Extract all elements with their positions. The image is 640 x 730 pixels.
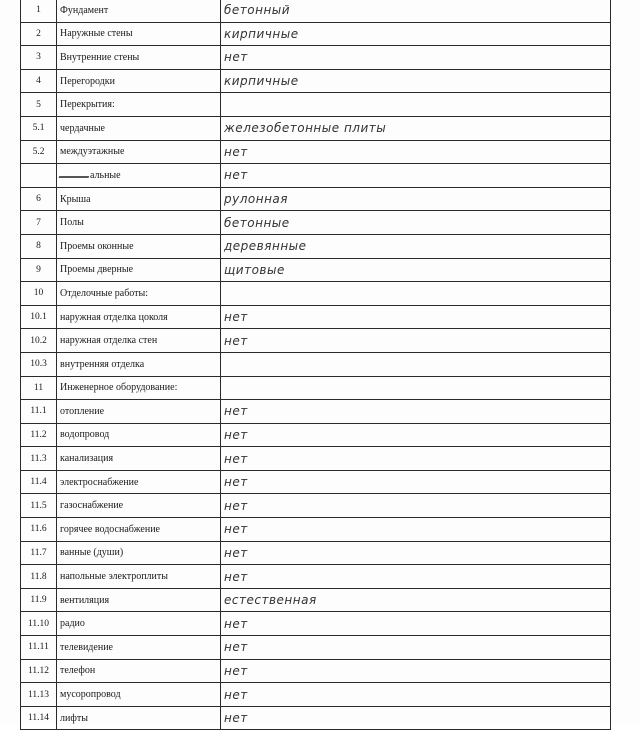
element-value: нет — [221, 612, 611, 636]
element-value: нет — [221, 541, 611, 565]
element-value: бетонные — [221, 211, 611, 235]
element-name: Полы — [57, 211, 221, 235]
row-number: 11.5 — [21, 494, 57, 518]
table-row — [21, 659, 611, 683]
table-row — [21, 93, 611, 117]
element-name: наружная отделка стен — [57, 329, 221, 353]
row-number: 11.4 — [21, 470, 57, 494]
row-number: 5.1 — [21, 116, 57, 140]
row-number: 11.7 — [21, 541, 57, 565]
table-row — [21, 234, 611, 258]
element-value: щитовые — [221, 258, 611, 282]
element-value: нет — [221, 305, 611, 329]
row-number: 3 — [21, 46, 57, 70]
row-number: 11.11 — [21, 636, 57, 660]
element-name: вентиляция — [57, 588, 221, 612]
table-row — [21, 494, 611, 518]
row-number: 11.2 — [21, 423, 57, 447]
table-row — [21, 0, 611, 22]
element-value: нет — [221, 164, 611, 188]
table-row — [21, 116, 611, 140]
row-number — [21, 164, 57, 188]
element-name: Наружные стены — [57, 22, 221, 46]
element-name — [57, 164, 221, 188]
row-number: 11.13 — [21, 683, 57, 707]
row-number: 4 — [21, 69, 57, 93]
element-name: телефон — [57, 659, 221, 683]
element-value: нет — [221, 518, 611, 542]
element-value — [221, 282, 611, 306]
table-row — [21, 612, 611, 636]
row-number: 11.6 — [21, 518, 57, 542]
row-number: 10.1 — [21, 305, 57, 329]
row-number: 8 — [21, 234, 57, 258]
element-name: Проемы дверные — [57, 258, 221, 282]
element-value: железобетонные плиты — [221, 116, 611, 140]
table-row — [21, 565, 611, 589]
table-row — [21, 588, 611, 612]
element-value: нет — [221, 470, 611, 494]
element-name: Перекрытия: — [57, 93, 221, 117]
element-value: нет — [221, 140, 611, 164]
table-row — [21, 140, 611, 164]
row-number: 10.3 — [21, 352, 57, 376]
element-name: междуэтажные — [57, 140, 221, 164]
element-value: нет — [221, 400, 611, 424]
element-value: нет — [221, 329, 611, 353]
row-number: 11.8 — [21, 565, 57, 589]
table-row — [21, 22, 611, 46]
table-row — [21, 518, 611, 542]
table-row — [21, 282, 611, 306]
element-value: нет — [221, 423, 611, 447]
ink-smudge — [59, 170, 92, 178]
element-value: рулонная — [221, 187, 611, 211]
element-name: Перегородки — [57, 69, 221, 93]
row-number: 9 — [21, 258, 57, 282]
element-name: Проемы оконные — [57, 234, 221, 258]
row-number: 11.3 — [21, 447, 57, 471]
row-number: 1 — [21, 0, 57, 22]
row-number: 11.10 — [21, 612, 57, 636]
element-name: радио — [57, 612, 221, 636]
row-number: 11 — [21, 376, 57, 400]
table-row — [21, 706, 611, 730]
row-number: 5 — [21, 93, 57, 117]
element-value: нет — [221, 636, 611, 660]
element-name: ванные (души) — [57, 541, 221, 565]
table-row — [21, 541, 611, 565]
table-row — [21, 187, 611, 211]
element-name: мусоропровод — [57, 683, 221, 707]
element-name: наружная отделка цоколя — [57, 305, 221, 329]
table-row — [21, 400, 611, 424]
element-name: внутренняя отделка — [57, 352, 221, 376]
table-row — [21, 636, 611, 660]
element-name: водопровод — [57, 423, 221, 447]
row-number: 5.2 — [21, 140, 57, 164]
row-number: 11.1 — [21, 400, 57, 424]
row-number: 10.2 — [21, 329, 57, 353]
element-name: отопление — [57, 400, 221, 424]
element-value: нет — [221, 683, 611, 707]
element-name: Крыша — [57, 187, 221, 211]
element-value: деревянные — [221, 234, 611, 258]
element-value: бетонный — [221, 0, 611, 22]
table-row — [21, 470, 611, 494]
element-name: лифты — [57, 706, 221, 730]
element-value: нет — [221, 706, 611, 730]
table-row — [21, 376, 611, 400]
table-row — [21, 423, 611, 447]
element-value: кирпичные — [221, 69, 611, 93]
element-value — [221, 93, 611, 117]
element-name: Инженерное оборудование: — [57, 376, 221, 400]
row-number: 6 — [21, 187, 57, 211]
element-name: чердачные — [57, 116, 221, 140]
table-row — [21, 305, 611, 329]
table-row — [21, 69, 611, 93]
element-name: телевидение — [57, 636, 221, 660]
table-row — [21, 46, 611, 70]
element-value: нет — [221, 494, 611, 518]
table-row — [21, 329, 611, 353]
element-value: нет — [221, 565, 611, 589]
table-row — [21, 352, 611, 376]
table-row — [21, 447, 611, 471]
row-number: 11.9 — [21, 588, 57, 612]
element-value: нет — [221, 447, 611, 471]
element-name: напольные электроплиты — [57, 565, 221, 589]
element-name: Фундамент — [57, 0, 221, 22]
row-number: 11.12 — [21, 659, 57, 683]
element-value — [221, 352, 611, 376]
element-name-text: альные — [90, 169, 121, 181]
element-name: канализация — [57, 447, 221, 471]
element-value: нет — [221, 46, 611, 70]
row-number: 2 — [21, 22, 57, 46]
element-name: электроснабжение — [57, 470, 221, 494]
table-row — [21, 211, 611, 235]
row-number: 10 — [21, 282, 57, 306]
element-value: нет — [221, 659, 611, 683]
element-name: горячее водоснабжение — [57, 518, 221, 542]
element-name: газоснабжение — [57, 494, 221, 518]
element-value: кирпичные — [221, 22, 611, 46]
table-row — [21, 164, 611, 188]
element-value: естественная — [221, 588, 611, 612]
building-structure-table — [20, 0, 611, 730]
element-name: Внутренние стены — [57, 46, 221, 70]
table-body — [21, 0, 611, 730]
element-value — [221, 376, 611, 400]
table-row — [21, 258, 611, 282]
table-row — [21, 683, 611, 707]
element-name: Отделочные работы: — [57, 282, 221, 306]
row-number: 7 — [21, 211, 57, 235]
row-number: 11.14 — [21, 706, 57, 730]
